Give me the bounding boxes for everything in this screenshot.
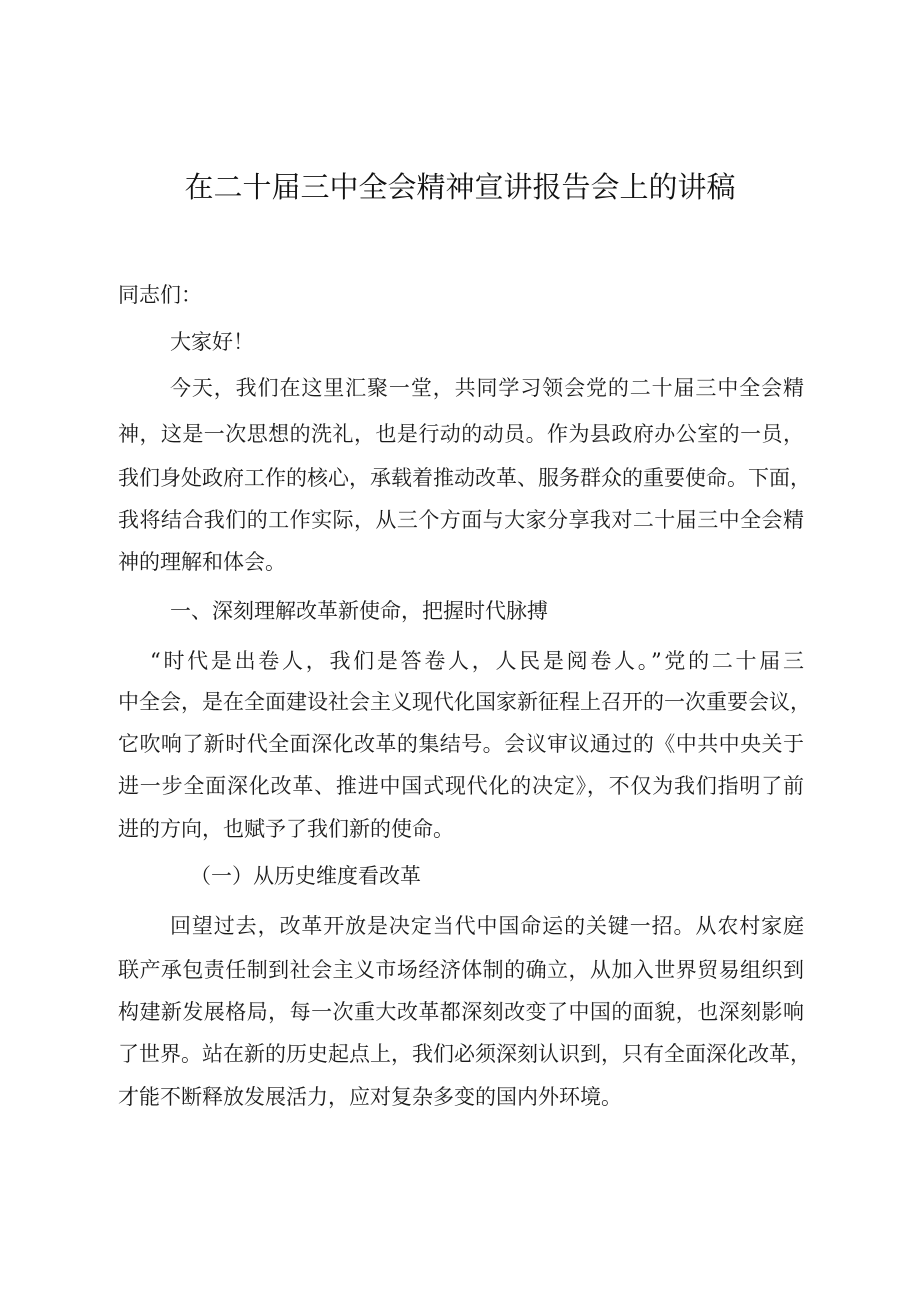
document-title: 在二十届三中全会精神宣讲报告会上的讲稿 — [184, 170, 736, 204]
paragraph-2-line-5: 进的方向，也赋予了我们新的使命。 — [118, 817, 454, 841]
paragraph-3-line-2: 联产承包责任制到社会主义市场经济体制的确立，从加入世界贸易组织到 — [118, 958, 804, 982]
paragraph-1-line-5: 神的理解和体会。 — [118, 550, 286, 574]
paragraph-1-line-1: 今天，我们在这里汇聚一堂，共同学习领会党的二十届三中全会精 — [170, 376, 804, 400]
subsection-heading-1: （一）从历史维度看改革 — [190, 864, 421, 888]
paragraph-3-line-5: 才能不断释放发展活力，应对复杂多变的国内外环境。 — [118, 1085, 622, 1109]
paragraph-3-line-1: 回望过去，改革开放是决定当代中国命运的关键一招。从农村家庭 — [170, 914, 804, 938]
salutation: 同志们： — [118, 283, 202, 307]
paragraph-1-line-2: 神，这是一次思想的洗礼，也是行动的动员。作为县政府办公室的一员， — [118, 422, 804, 446]
paragraph-2-line-1: “时代是出卷人，我们是答卷人，人民是阅卷人。”党的二十届三 — [150, 649, 804, 673]
paragraph-1-line-3: 我们身处政府工作的核心，承载着推动改革、服务群众的重要使命。下面， — [118, 466, 811, 490]
paragraph-3-line-3: 构建新发展格局，每一次重大改革都深刻改变了中国的面貌，也深刻影响 — [118, 1000, 804, 1024]
paragraph-2-line-2: 中全会，是在全面建设社会主义现代化国家新征程上召开的一次重要会议， — [118, 690, 811, 714]
paragraph-3-line-4: 了世界。站在新的历史起点上，我们必须深刻认识到，只有全面深化改革， — [118, 1042, 811, 1066]
section-heading-1: 一、深刻理解改革新使命，把握时代脉搏 — [170, 599, 548, 623]
paragraph-1-line-4: 我将结合我们的工作实际，从三个方面与大家分享我对二十届三中全会精 — [118, 508, 804, 532]
paragraph-2-line-3: 它吹响了新时代全面深化改革的集结号。会议审议通过的《中共中央关于 — [118, 732, 804, 756]
greeting: 大家好！ — [170, 330, 254, 354]
paragraph-2-line-4: 进一步全面深化改革、推进中国式现代化的决定》，不仅为我们指明了前 — [118, 774, 804, 798]
